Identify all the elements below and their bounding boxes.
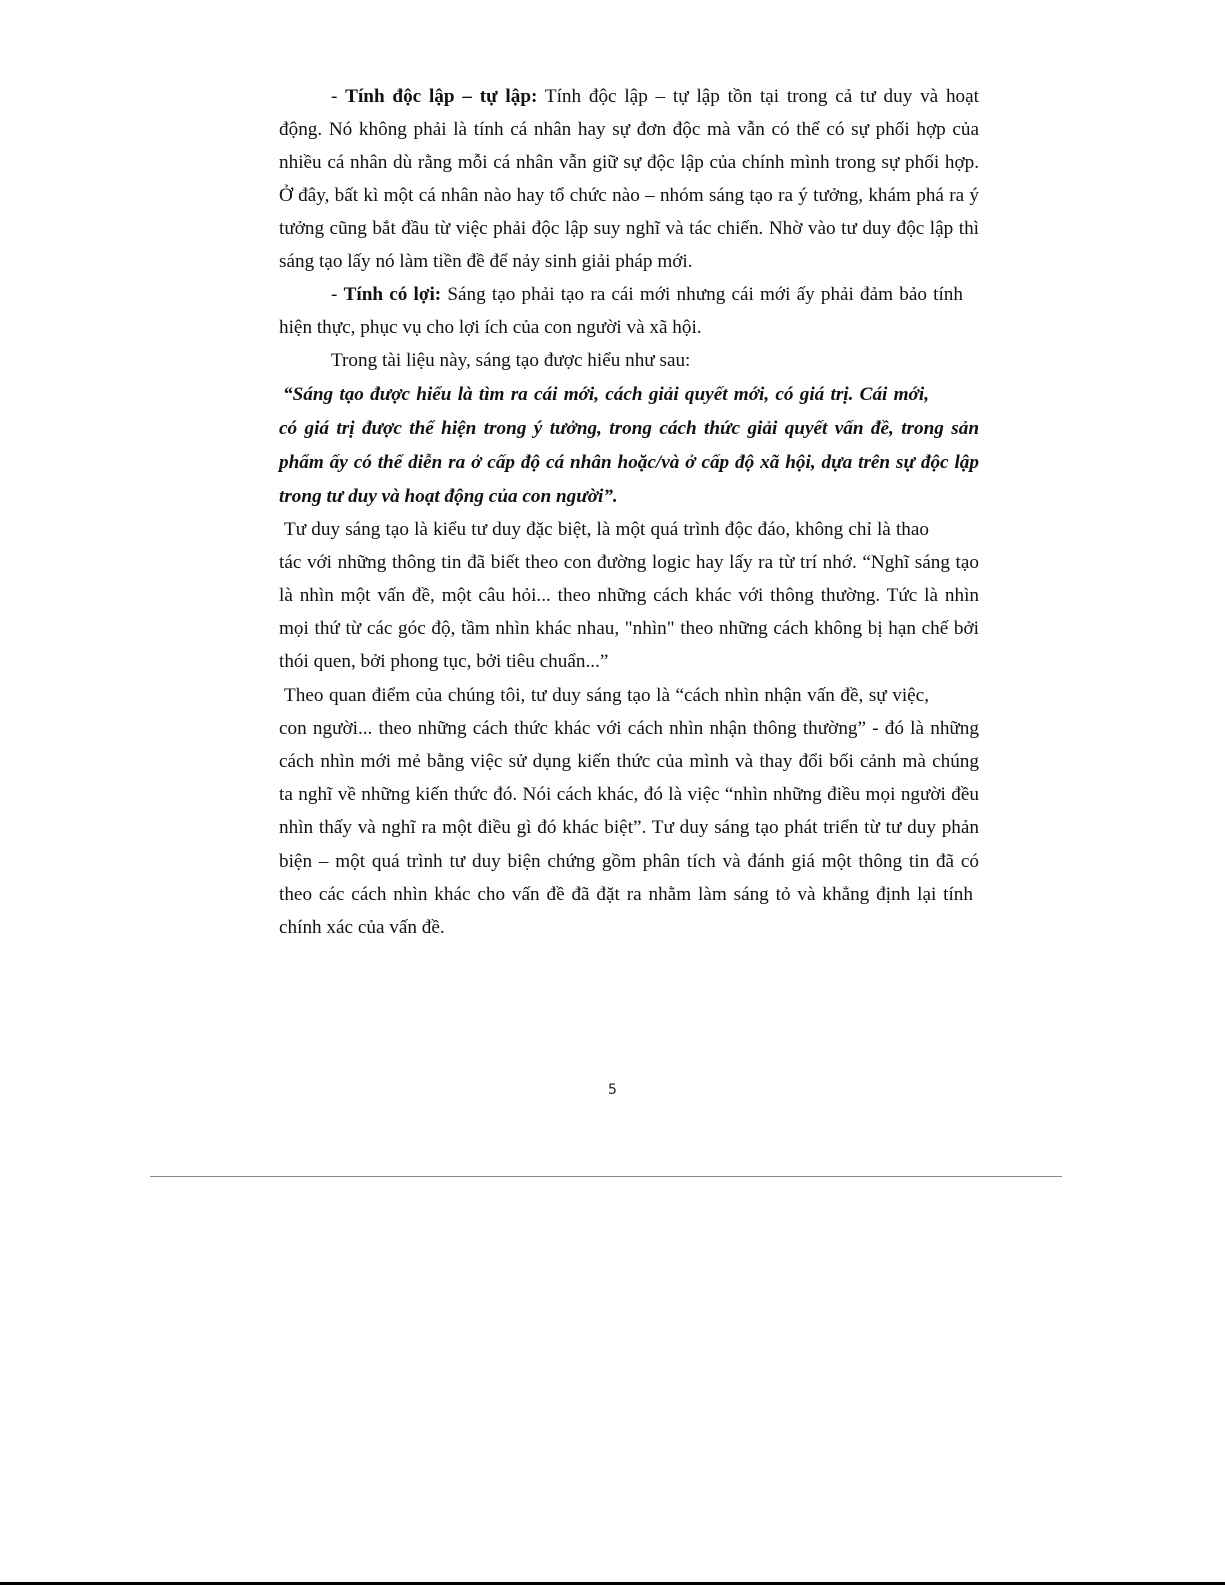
definition-line: trong tư duy và hoạt động của con người”.: [279, 486, 618, 507]
list-dash: -: [331, 86, 338, 107]
list-dash: -: [331, 284, 338, 305]
viewpoint-line: Theo quan điểm của chúng tôi, tư duy sáng tạo là “cách nhìn nhận vấn đề, sự việc,: [284, 685, 929, 706]
benefit-line-1-rest: Sáng tạo phải tạo ra cái mới nhưng cái mới ấy phải đảm bảo tính: [447, 284, 963, 305]
viewpoint-line: con người... theo những cách thức khác với cách nhìn nhận thông thường” - đó là những: [279, 718, 979, 739]
viewpoint-line: theo các cách nhìn khác cho vấn đề đã đặt ra nhằm làm sáng tỏ và khẳng định lại tính: [279, 884, 973, 905]
page-number: 5: [608, 1082, 617, 1098]
viewpoint-line: nhìn thấy và nghĩ ra một điều gì đó khác biệt”. Tư duy sáng tạo phát triển từ tư duy phản: [279, 817, 979, 838]
viewpoint-line: cách nhìn mới mẻ bằng việc sử dụng kiến thức của mình và thay đổi bối cảnh mà chúng: [279, 751, 979, 772]
definition-line: có giá trị được thể hiện trong ý tưởng, trong cách thức giải quyết vấn đề, trong sản: [279, 418, 979, 439]
independence-term: Tính độc lập – tự lập:: [345, 86, 538, 107]
independence-line: nhiều cá nhân dù rằng mỗi cá nhân vẫn giữ sự độc lập của chính mình trong sự phối hợp.: [279, 152, 979, 173]
definition-line: “Sáng tạo được hiểu là tìm ra cái mới, cách giải quyết mới, có giá trị. Cái mới,: [283, 384, 929, 405]
independence-line: sáng tạo lấy nó làm tiền đề để nảy sinh giải pháp mới.: [279, 251, 693, 272]
definition-line: phẩm ấy có thể diễn ra ở cấp độ cá nhân hoặc/và ở cấp độ xã hội, dựa trên sự độc lập: [279, 452, 979, 473]
viewpoint-line: chính xác của vấn đề.: [279, 917, 445, 938]
definition-intro: Trong tài liệu này, sáng tạo được hiểu như sau:: [331, 350, 691, 371]
creative-thinking-line: thói quen, bởi phong tục, bởi tiêu chuẩn...”: [279, 651, 609, 672]
page-divider: [150, 1176, 1062, 1177]
viewpoint-line: biện – một quá trình tư duy biện chứng gồm phân tích và đánh giá một thông tin đã có: [279, 851, 979, 872]
viewpoint-line: ta nghĩ về những kiến thức đó. Nói cách khác, đó là việc “nhìn những điều mọi người đều: [279, 784, 979, 805]
benefit-first-line: [279, 278, 963, 312]
creative-thinking-line: Tư duy sáng tạo là kiểu tư duy đặc biệt, là một quá trình độc đáo, không chỉ là thao: [284, 519, 929, 540]
creative-thinking-line: tác với những thông tin đã biết theo con đường logic hay lấy ra từ trí nhớ. “Nghĩ sáng tạo: [279, 552, 979, 573]
creative-thinking-line: là nhìn một vấn đề, một câu hỏi... theo những cách khác với thông thường. Tức là nhìn: [279, 585, 979, 606]
independence-line-1-rest: Tính độc lập – tự lập tồn tại trong cả tư duy và hoạt: [544, 86, 979, 107]
creative-thinking-line: mọi thứ từ các góc độ, tầm nhìn khác nhau, "nhìn" theo những cách không bị hạn chế bởi: [279, 618, 979, 639]
independence-first-line: [279, 80, 979, 114]
independence-line: tưởng cũng bắt đầu từ việc phải độc lập suy nghĩ và tác chiến. Nhờ vào tư duy độc lập thì: [279, 218, 979, 239]
independence-line: Ở đây, bất kì một cá nhân nào hay tổ chức nào – nhóm sáng tạo ra ý tưởng, khám phá ra ý: [279, 185, 979, 206]
independence-line: động. Nó không phải là tính cá nhân hay sự đơn độc mà vẫn có thể có sự phối hợp của: [279, 119, 979, 140]
benefit-term: Tính có lợi:: [343, 284, 442, 305]
benefit-line: hiện thực, phục vụ cho lợi ích của con người và xã hội.: [279, 317, 702, 338]
